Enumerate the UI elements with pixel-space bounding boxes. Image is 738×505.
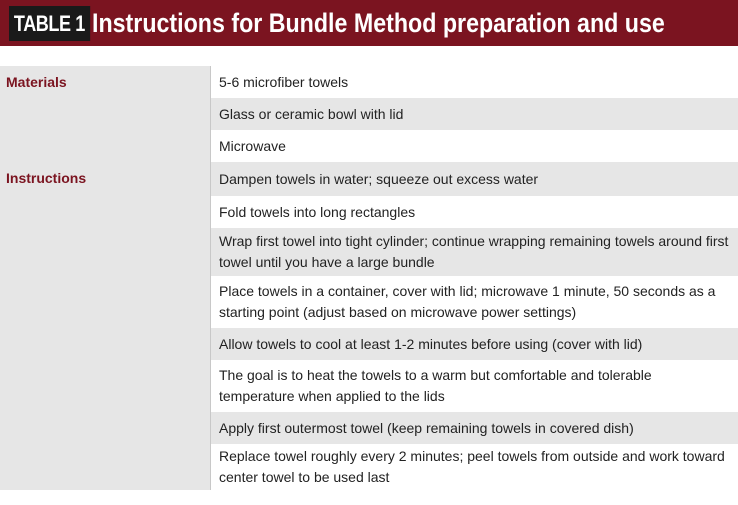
table-row: Fold towels into long rectangles bbox=[210, 196, 738, 228]
table-row: Allow towels to cool at least 1-2 minutes before using (cover with lid) bbox=[210, 328, 738, 360]
instructions-table bbox=[0, 66, 738, 490]
table-row: Microwave bbox=[210, 130, 738, 162]
instructions-section bbox=[0, 162, 738, 490]
table-row: Wrap first towel into tight cylinder; continue wrapping remaining towels around first towel until you have a large bundle bbox=[210, 228, 738, 276]
table-row: Apply first outermost towel (keep remaining towels in covered dish) bbox=[210, 412, 738, 444]
materials-section bbox=[0, 66, 738, 162]
table-row: Glass or ceramic bowl with lid bbox=[210, 98, 738, 130]
instructions-rows bbox=[210, 162, 738, 490]
table-row: Dampen towels in water; squeeze out excess water bbox=[210, 162, 738, 196]
table-row: Replace towel roughly every 2 minutes; peel towels from outside and work toward center towel to be used last bbox=[210, 444, 738, 490]
table-row: The goal is to heat the towels to a warm but comfortable and tolerable temperature when applied to the lids bbox=[210, 360, 738, 412]
table-row: Place towels in a container, cover with lid; microwave 1 minute, 50 seconds as a starting point (adjust based on microwave power settings) bbox=[210, 276, 738, 328]
table-header bbox=[0, 0, 738, 46]
table-title: Instructions for Bundle Method preparation and use bbox=[92, 8, 665, 38]
materials-rows bbox=[210, 66, 738, 162]
table-row: 5-6 microfiber towels bbox=[210, 66, 738, 98]
section-label-materials: Materials bbox=[0, 66, 210, 162]
table-number-tag: TABLE 1 bbox=[9, 6, 90, 41]
section-label-instructions: Instructions bbox=[0, 162, 210, 490]
